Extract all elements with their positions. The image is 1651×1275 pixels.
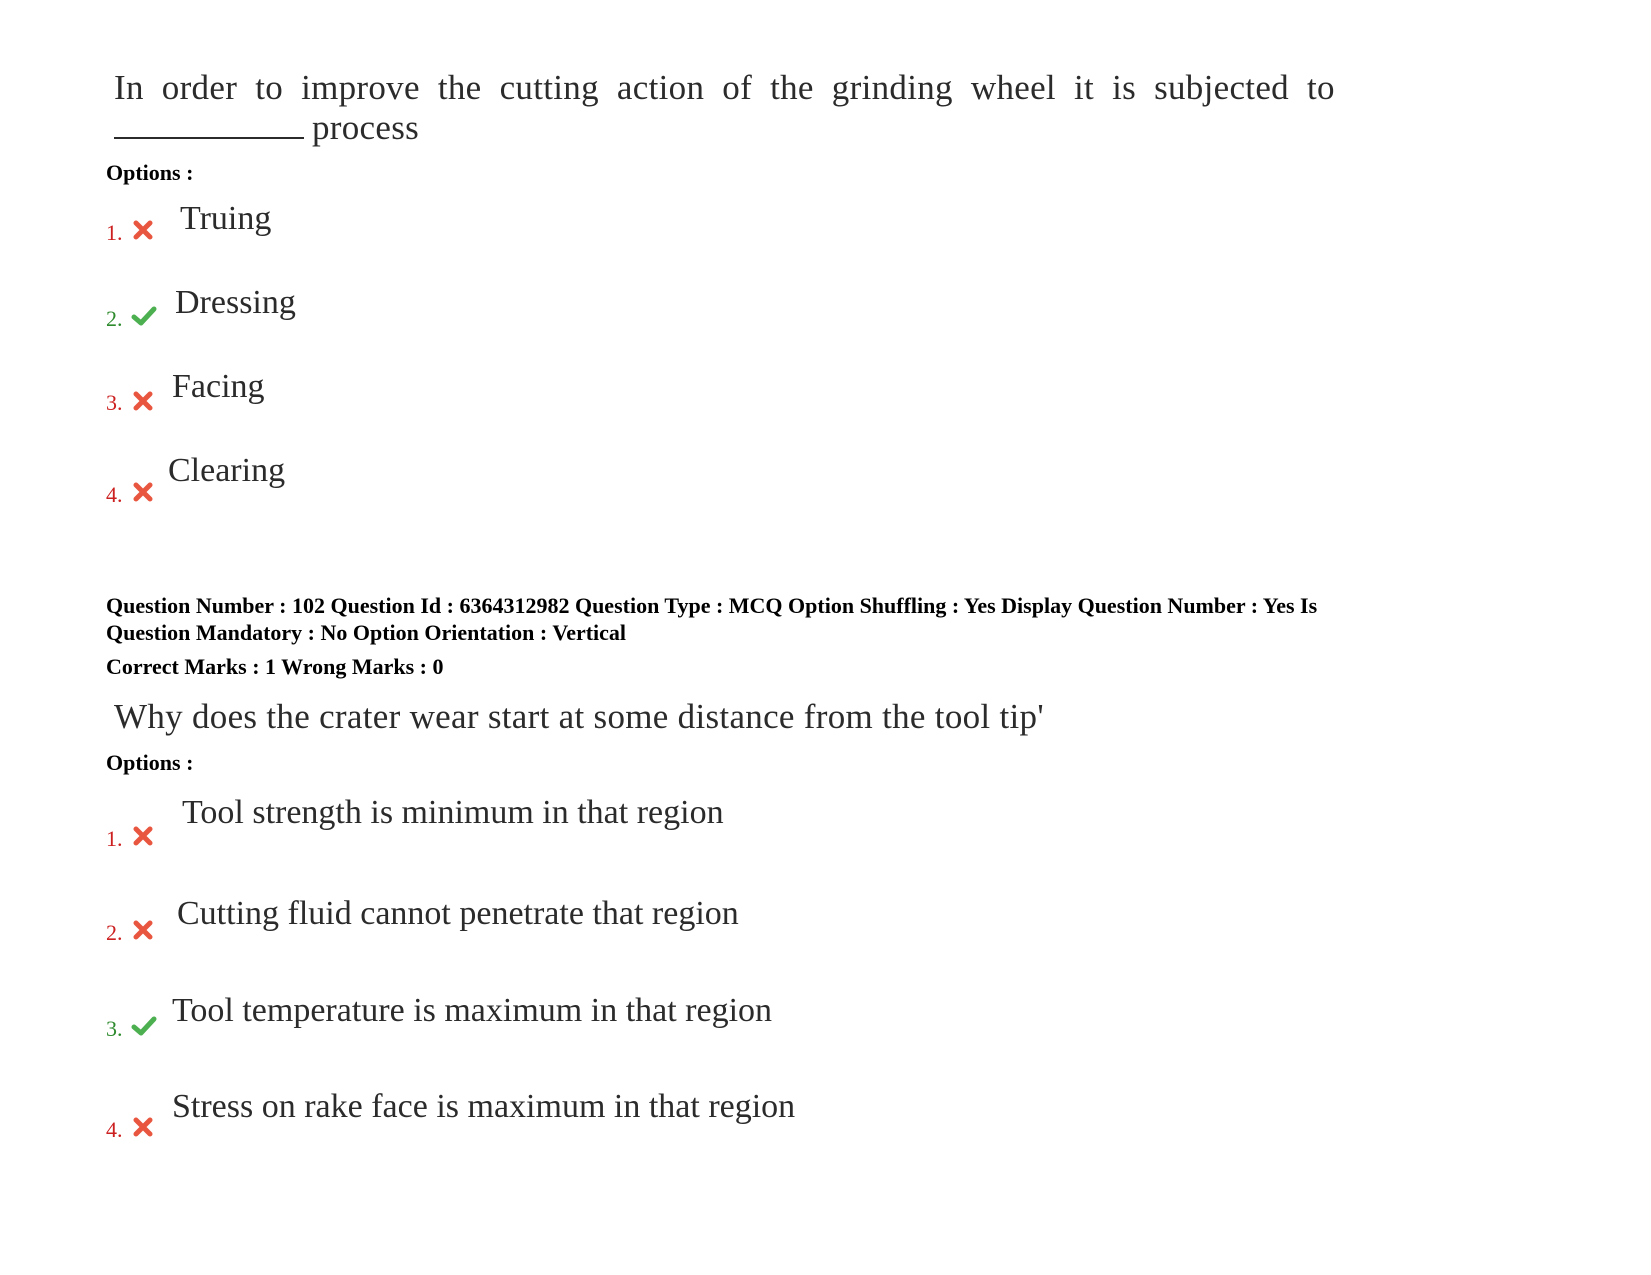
q2-option-1-number: 1. [106, 826, 123, 851]
q1-question-line2 [114, 108, 419, 148]
q2-option-4-number: 4. [106, 1117, 123, 1142]
q2-option-2-number: 2. [106, 920, 123, 945]
check-icon [131, 1015, 157, 1037]
cross-icon [132, 919, 154, 941]
q2-meta-line2: Question Mandatory : No Option Orientation : Vertical [106, 620, 627, 645]
cross-icon [132, 390, 154, 412]
cross-icon [132, 1116, 154, 1138]
q2-question-text: Why does the crater wear start at some distance from the tool tip' [114, 697, 1044, 736]
q1-options-label: Options : [106, 160, 194, 185]
check-icon [131, 305, 157, 327]
q1-option-4-text: Clearing [168, 452, 286, 489]
q1-option-2-number: 2. [106, 306, 123, 331]
cross-icon [132, 219, 154, 241]
q1-question-line2-text: process [312, 108, 420, 147]
q1-option-2-text: Dressing [175, 284, 296, 321]
q1-option-1-number: 1. [106, 220, 123, 245]
q1-question-line1: In order to improve the cutting action of the grinding wheel it is subjected to [114, 68, 1335, 107]
q2-option-2-text: Cutting fluid cannot penetrate that region [177, 895, 739, 932]
q2-meta-line1: Question Number : 102 Question Id : 6364312982 Question Type : MCQ Option Shuffling : Yes Display Question Number : Yes Is [106, 593, 1318, 618]
q2-option-4-text: Stress on rake face is maximum in that region [172, 1088, 796, 1125]
q1-option-3-number: 3. [106, 390, 123, 415]
q2-options-label: Options : [106, 750, 194, 775]
q2-option-3-number: 3. [106, 1016, 123, 1041]
q2-option-3-text: Tool temperature is maximum in that region [172, 992, 773, 1029]
cross-icon [132, 825, 154, 847]
cross-icon [132, 481, 154, 503]
q1-option-1-text: Truing [180, 200, 272, 237]
q2-marks: Correct Marks : 1 Wrong Marks : 0 [106, 654, 444, 679]
q1-option-3-text: Facing [172, 368, 265, 405]
answer-blank [114, 111, 304, 139]
q2-option-1-text: Tool strength is minimum in that region [182, 794, 724, 831]
q1-option-4-number: 4. [106, 482, 123, 507]
